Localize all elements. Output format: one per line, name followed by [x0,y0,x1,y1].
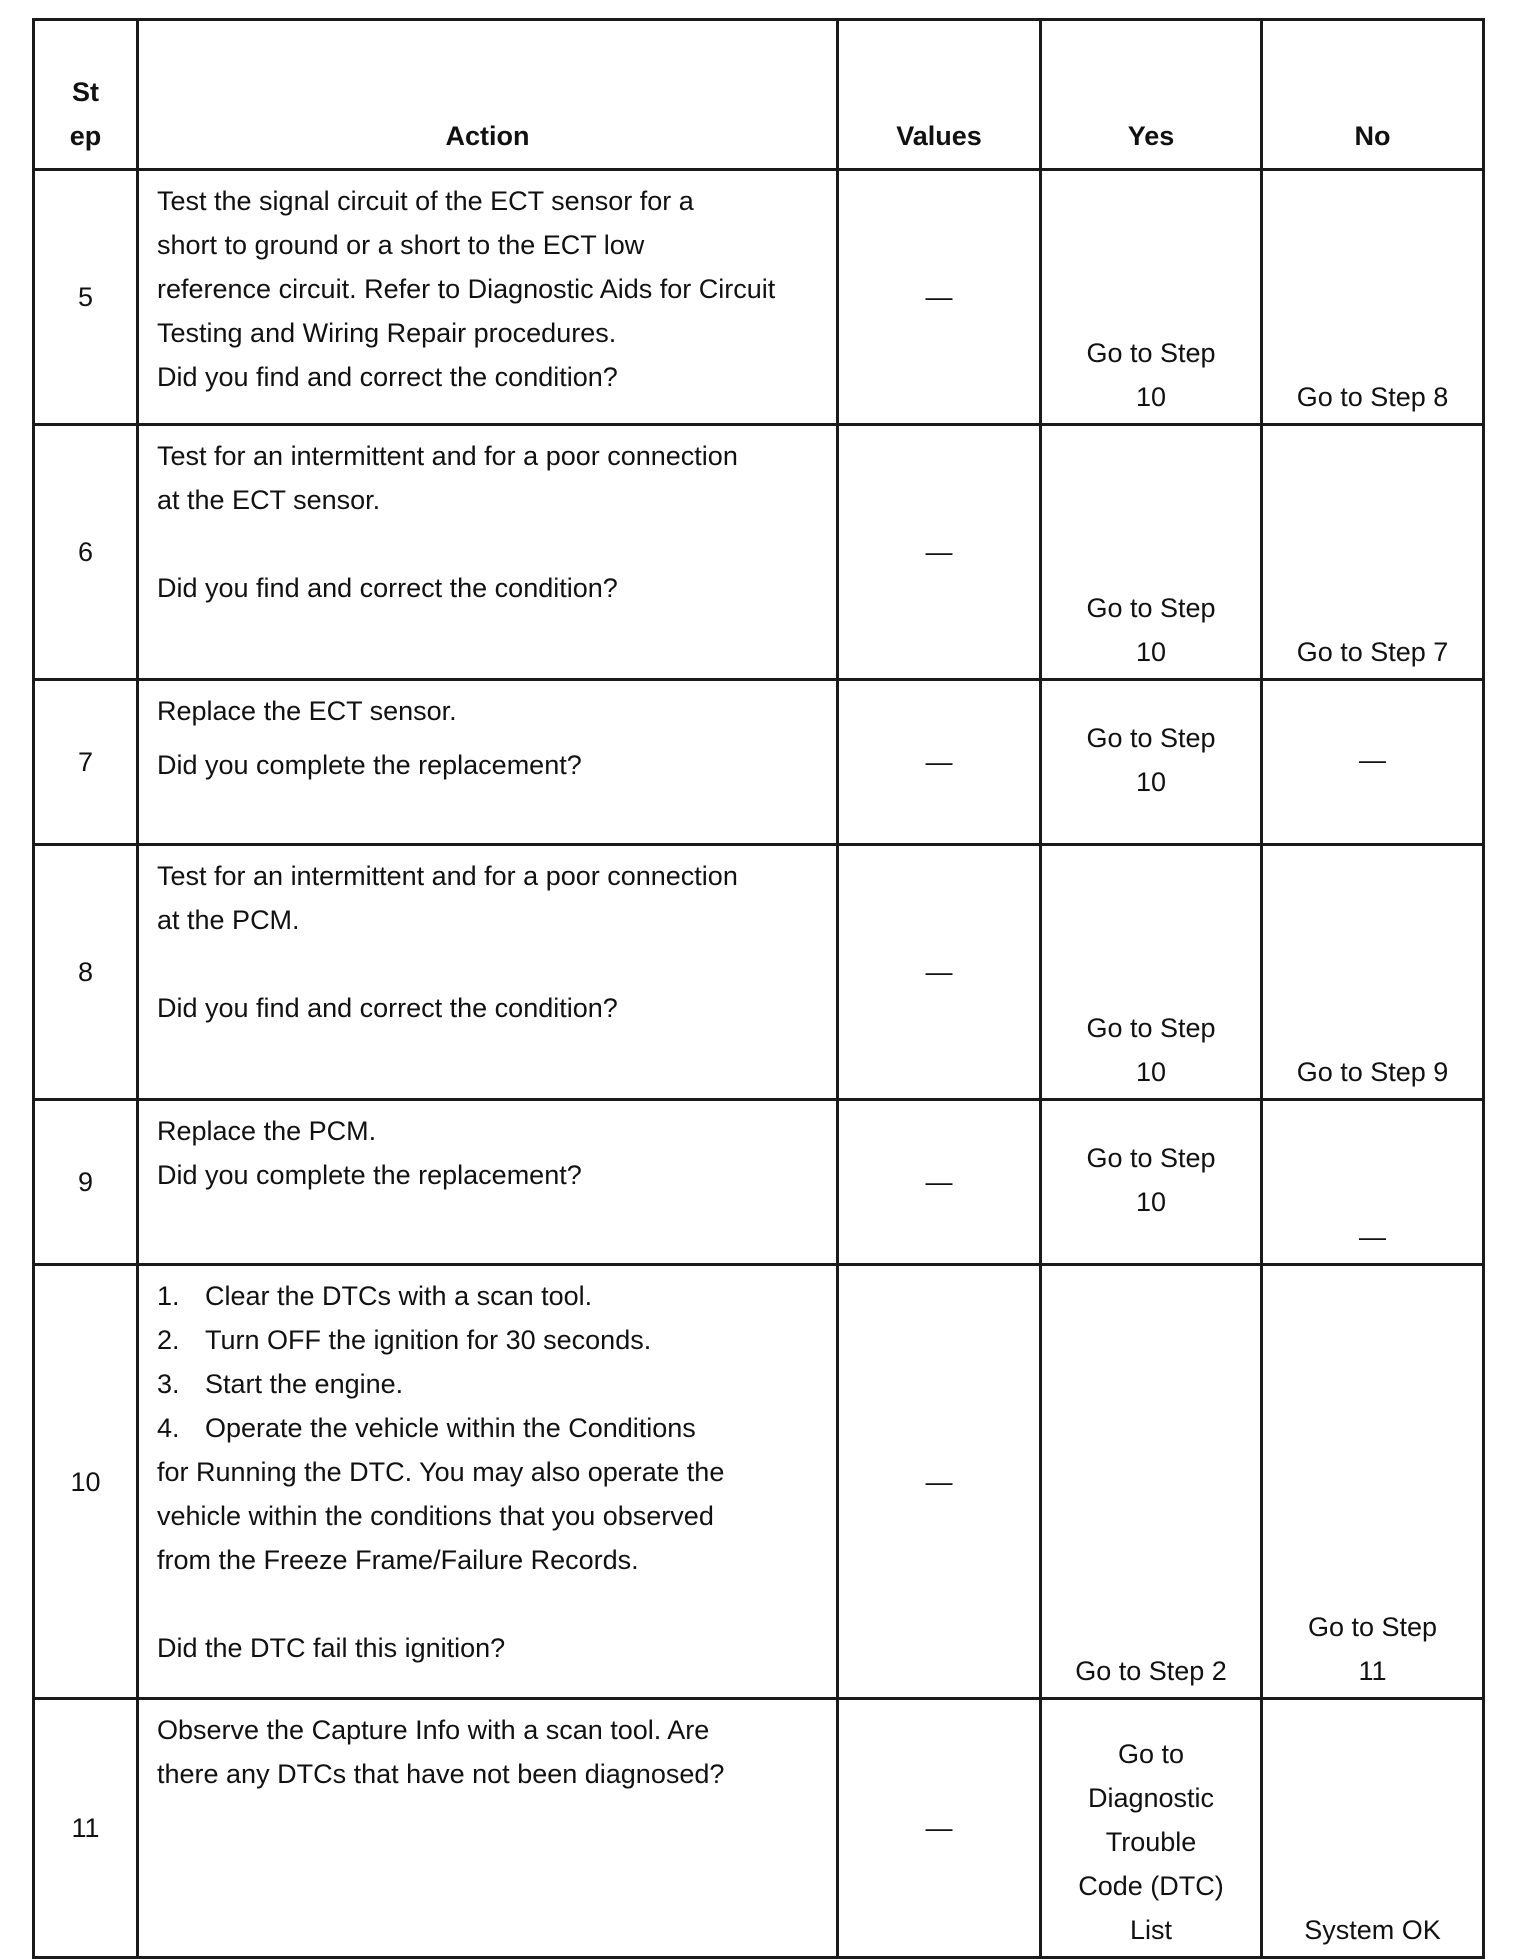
header-values: Values [838,20,1041,170]
action-line: Testing and Wiring Repair procedures. [157,318,617,348]
header-step [34,20,138,170]
yes-cell [1041,425,1262,680]
table-row [34,1265,1484,1699]
header-step-line2: ep [69,121,102,151]
yes-cell [1041,1265,1262,1699]
yes-line: Go to Step [1086,593,1216,623]
no-cell [1262,170,1484,425]
action-line: Test for an intermittent and for a poor connection [157,861,738,891]
step-number: 8 [34,845,138,1100]
no-cell [1262,845,1484,1100]
values-cell: — [838,845,1041,1100]
no-line: System OK [1304,1915,1441,1945]
no-line: — [1359,1222,1386,1252]
yes-line: Go to Step [1086,723,1216,753]
action-line: Replace the ECT sensor. [157,696,457,726]
step-number: 6 [34,425,138,680]
yes-line: 10 [1135,1187,1167,1217]
action-cell [138,170,838,425]
list-number: 4. [157,1413,180,1443]
no-cell [1262,680,1484,845]
step-number: 9 [34,1100,138,1265]
yes-line: List [1129,1915,1173,1945]
yes-line: Code (DTC) [1078,1871,1224,1901]
list-item [157,1406,820,1450]
no-cell [1262,1699,1484,1958]
yes-line: Go to Step [1086,1013,1216,1043]
no-line: Go to Step 8 [1296,382,1449,412]
values-cell: — [838,1265,1041,1699]
action-line: Did you find and correct the condition? [157,993,618,1023]
action-line: Did you complete the replacement? [157,1160,582,1190]
action-line: there any DTCs that have not been diagnosed? [157,1759,725,1789]
action-line: from the Freeze Frame/Failure Records. [157,1545,639,1575]
header-step-line1: St [72,77,99,107]
table-row [34,1100,1484,1265]
action-line: for Running the DTC. You may also operate the [157,1457,725,1487]
list-item [157,1362,820,1406]
step-number: 7 [34,680,138,845]
action-line: short to ground or a short to the ECT low [157,230,645,260]
no-cell [1262,1265,1484,1699]
header-row [34,20,1484,170]
list-number: 1. [157,1281,180,1311]
yes-line: 10 [1135,637,1167,667]
action-cell [138,845,838,1100]
yes-line: 10 [1135,767,1167,797]
yes-line: 10 [1135,1057,1167,1087]
action-cell [138,1699,838,1958]
action-cell [138,680,838,845]
yes-line: Go to Step [1086,1143,1216,1173]
header-no: No [1262,20,1484,170]
no-line: Go to Step [1307,1612,1438,1642]
header-action: Action [138,20,838,170]
table-row [34,170,1484,425]
diagnostic-table [32,18,1485,1959]
action-line: Did the DTC fail this ignition? [157,1633,506,1663]
action-cell [138,1100,838,1265]
action-line: Replace the PCM. [157,1116,377,1146]
table-row [34,1699,1484,1958]
action-cell [138,425,838,680]
action-line: Did you find and correct the condition? [157,573,618,603]
yes-line: Go to Step 2 [1075,1656,1227,1686]
yes-cell [1041,845,1262,1100]
yes-cell [1041,170,1262,425]
yes-line: Trouble [1105,1827,1197,1857]
step-number: 10 [34,1265,138,1699]
list-text: Operate the vehicle within the Conditions [205,1413,696,1443]
yes-line: Diagnostic [1087,1783,1215,1813]
list-item [157,1318,820,1362]
action-line: Test the signal circuit of the ECT sensor for a [157,186,694,216]
yes-cell [1041,1100,1262,1265]
action-line: Test for an intermittent and for a poor connection [157,441,738,471]
no-line: Go to Step 7 [1296,637,1449,667]
yes-cell [1041,680,1262,845]
no-line: 11 [1358,1656,1387,1686]
action-line: at the PCM. [157,905,300,935]
no-cell [1262,425,1484,680]
values-cell: — [838,1699,1041,1958]
step-number: 11 [34,1699,138,1958]
step-number: 5 [34,170,138,425]
action-cell [138,1265,838,1699]
yes-line: 10 [1135,382,1167,412]
list-number: 3. [157,1369,180,1399]
values-cell: — [838,170,1041,425]
yes-line: Go to Step [1086,338,1216,368]
no-line: — [1359,745,1386,775]
action-line: Did you complete the replacement? [157,750,582,780]
yes-cell [1041,1699,1262,1958]
list-text: Start the engine. [205,1369,404,1399]
header-yes: Yes [1041,20,1262,170]
list-item [157,1274,820,1318]
values-cell: — [838,1100,1041,1265]
action-line: vehicle within the conditions that you observed [157,1501,714,1531]
table-row [34,845,1484,1100]
yes-line: Go to [1117,1739,1185,1769]
no-cell [1262,1100,1484,1265]
action-line: at the ECT sensor. [157,485,381,515]
action-line: Did you find and correct the condition? [157,362,618,392]
action-line: reference circuit. Refer to Diagnostic Aids for Circuit [157,274,776,304]
values-cell: — [838,425,1041,680]
no-line: Go to Step 9 [1296,1057,1449,1087]
list-number: 2. [157,1325,180,1355]
list-text: Turn OFF the ignition for 30 seconds. [205,1325,652,1355]
list-text: Clear the DTCs with a scan tool. [205,1281,593,1311]
table-row [34,425,1484,680]
values-cell: — [838,680,1041,845]
action-line: Observe the Capture Info with a scan tool. Are [157,1715,710,1745]
table-row [34,680,1484,845]
